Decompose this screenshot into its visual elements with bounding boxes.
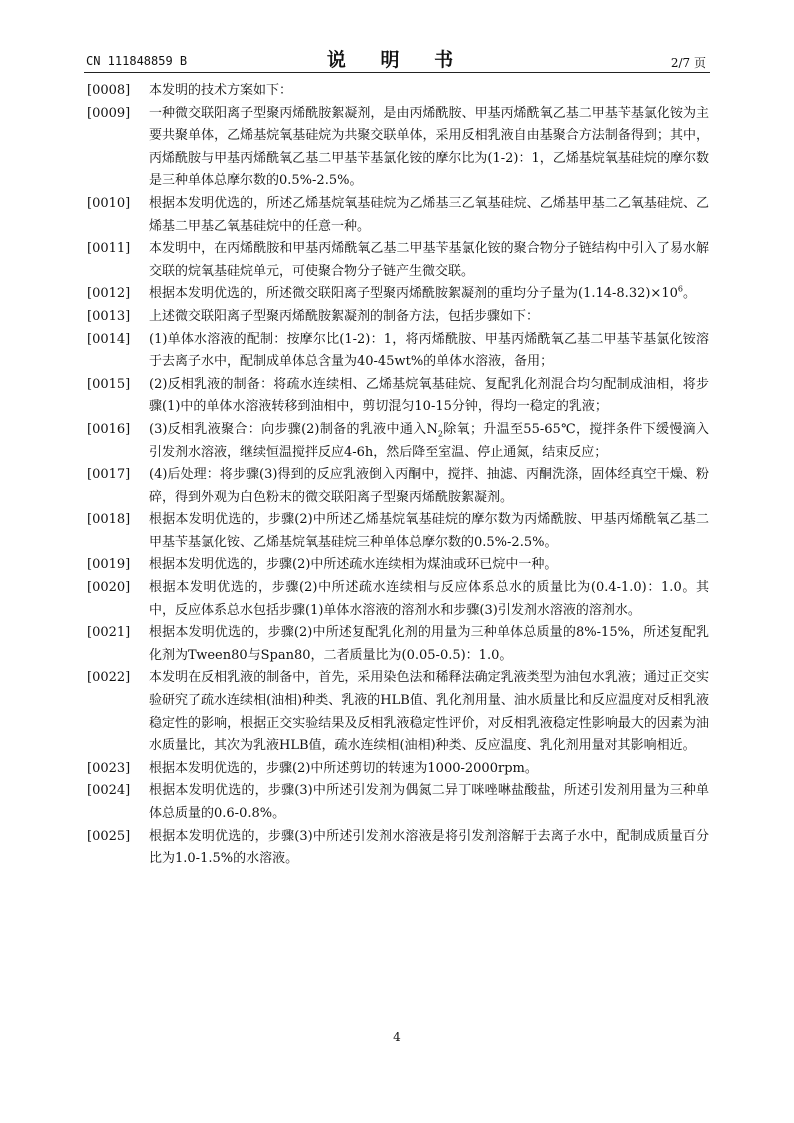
- paragraph-text-main: 根据本发明优选的，步骤(2)中所述剪切的转速为1000-2000rpm。: [149, 760, 538, 776]
- paragraph-text-tail: 。: [682, 286, 696, 302]
- paragraph-text: [149, 780, 709, 825]
- paragraph-number: [0021]: [87, 625, 131, 641]
- paragraph: [87, 577, 709, 622]
- paragraph-number: [0023]: [87, 760, 131, 776]
- paragraph: [87, 554, 709, 577]
- paragraph-text: [149, 464, 709, 509]
- paragraph: [87, 758, 709, 781]
- paragraph-number: [0015]: [87, 376, 131, 392]
- paragraph-text: [149, 283, 709, 306]
- paragraph: [87, 419, 709, 464]
- paragraph-text: [149, 329, 709, 374]
- paragraph-text: [149, 577, 709, 622]
- paragraph-number: [0008]: [87, 83, 131, 98]
- paragraph-text-main: 根据本发明优选的，步骤(3)中所述引发剂为偶氮二异丁咪唑啉盐酸盐，所述引发剂用量为三种单体总质量的0.6-0.8%。: [149, 783, 709, 821]
- paragraph-number: [0011]: [87, 241, 131, 257]
- paragraph-text-main: 根据本发明优选的，步骤(3)中所述引发剂水溶液是将引发剂溶解于去离子水中，配制成质量百分比为1.0-1.5%的水溶液。: [149, 828, 709, 867]
- paragraph: [87, 826, 709, 871]
- document-body: [87, 80, 709, 871]
- paragraph-text: [149, 667, 709, 757]
- paragraph-text: [149, 80, 709, 103]
- paragraph-number: [0019]: [87, 557, 131, 573]
- paragraph-text: [149, 306, 709, 329]
- paragraph-text-main: 上述微交联阳离子型聚丙烯酰胺絮凝剂的制备方法，包括步骤如下：: [149, 308, 540, 324]
- paragraph-text-main: 本发明中，在丙烯酰胺和甲基丙烯酰氧乙基二甲基苄基氯化铵的聚合物分子链结构中引入了易水解交联的烷氧基硅烷单元，可使聚合物分子链产生微交联。: [149, 241, 709, 279]
- paragraph-text-main: (2)反相乳液的制备：将疏水连续相、乙烯基烷氧基硅烷、复配乳化剂混合均匀配制成油相，将步骤(1)中的单体水溶液转移到油相中，剪切混匀10-15分钟，得均一稳定的乳液；: [149, 376, 709, 415]
- paragraph-text-main: 根据本发明优选的，步骤(2)中所述乙烯基烷氧基硅烷的摩尔数为丙烯酰胺、甲基丙烯酰氧乙基二甲基苄基氯化铵、乙烯基烷氧基硅烷三种单体总摩尔数的0.5%-2.5%。: [149, 512, 709, 550]
- paragraph-text-main: 根据本发明优选的，步骤(2)中所述疏水连续相与反应体系总水的质量比为(0.4-1.0)：1.0。其中，反应体系总水包括步骤(1)单体水溶液的溶剂水和步骤(3)引发剂水溶液的溶剂水。: [149, 580, 709, 618]
- paragraph-number: [0010]: [87, 195, 131, 211]
- paragraph-text: [149, 419, 709, 464]
- header-divider: [84, 72, 710, 73]
- paragraph-number: [0016]: [87, 421, 131, 437]
- paragraph-number: [0014]: [87, 331, 131, 347]
- paragraph-text: [149, 193, 709, 238]
- paragraph: [87, 306, 709, 329]
- paragraph: [87, 80, 709, 103]
- paragraph-number: [0022]: [87, 670, 131, 686]
- paragraph-text-main: 根据本发明优选的，步骤(2)中所述复配乳化剂的用量为三种单体总质量的8%-15%，所述复配乳化剂为Tween80与Span80，二者质量比为(0.05-0.5)：1.0。: [149, 625, 709, 663]
- paragraph: [87, 622, 709, 667]
- paragraph: [87, 780, 709, 825]
- page-number: 4: [393, 1030, 401, 1044]
- document-title: 说 明 书: [326, 49, 468, 71]
- paragraph-number: [0013]: [87, 308, 131, 324]
- paragraph-number: [0009]: [87, 105, 131, 121]
- paragraph-text-main: 根据本发明优选的，所述微交联阳离子型聚丙烯酰胺絮凝剂的重均分子量为(1.14-8.32)×10: [149, 286, 678, 302]
- paragraph: [87, 464, 709, 509]
- subscript: 2: [437, 429, 443, 439]
- paragraph-text-main: 根据本发明优选的，所述乙烯基烷氧基硅烷为乙烯基三乙氧基硅烷、乙烯基甲基二乙氧基硅烷、乙烯基二甲基乙氧基硅烷中的任意一种。: [149, 195, 709, 234]
- paragraph: [87, 374, 709, 419]
- paragraph: [87, 103, 709, 193]
- paragraph-text: [149, 826, 709, 871]
- paragraph-text-main: (1)单体水溶液的配制：按摩尔比(1-2)：1，将丙烯酰胺、甲基丙烯酰氧乙基二甲基苄基氯化铵溶于去离子水中，配制成单体总含量为40-45wt%的单体水溶液，备用；: [149, 331, 709, 370]
- paragraph-text: [149, 554, 709, 577]
- patent-number: CN 111848859 B: [86, 54, 188, 68]
- paragraph-text: [149, 509, 709, 554]
- paragraph: [87, 509, 709, 554]
- paragraph: [87, 193, 709, 238]
- paragraph-number: [0024]: [87, 783, 131, 799]
- paragraph-text-main: (3)反相乳液聚合：向步骤(2)制备的乳液中通入N: [149, 421, 438, 437]
- paragraph-text: [149, 374, 709, 419]
- paragraph-text-tail: 除氧；升温至55-65℃，搅拌条件下缓慢滴入引发剂水溶液，继续恒温搅拌反应4-6h，然后降至室温、停止通氮，结束反应；: [149, 421, 709, 460]
- paragraph: [87, 329, 709, 374]
- paragraph: [87, 238, 709, 283]
- paragraph-number: [0020]: [87, 580, 131, 596]
- page-of-total: 2/7 页: [670, 56, 706, 70]
- paragraph-number: [0017]: [87, 467, 131, 483]
- paragraph-number: [0025]: [87, 828, 131, 844]
- paragraph-text-main: 根据本发明优选的，步骤(2)中所述疏水连续相为煤油或环已烷中一种。: [149, 557, 558, 573]
- paragraph: [87, 667, 709, 757]
- paragraph-text: [149, 622, 709, 667]
- page-header: [84, 44, 710, 70]
- paragraph: [87, 283, 709, 306]
- paragraph-number: [0018]: [87, 512, 131, 528]
- paragraph-text-main: 一种微交联阳离子型聚丙烯酰胺絮凝剂，是由丙烯酰胺、甲基丙烯酰氧乙基二甲基苄基氯化铵为主要共聚单体，乙烯基烷氧基硅烷为共聚交联单体，采用反相乳液自由基聚合方法制备得到；其中，丙烯酰胺与甲基丙烯酰氧乙基二甲基苄基氯化铵的摩尔比为(1-2)：1，乙烯基烷氧基硅烷的摩尔数是三种单体总摩尔数的0.5%-2.5%。: [149, 105, 709, 189]
- paragraph-text-main: (4)后处理：将步骤(3)得到的反应乳液倒入丙酮中，搅拌、抽滤、丙酮洗涤，固体经真空干燥、粉碎，得到外观为白色粉末的微交联阳离子型聚丙烯酰胺絮凝剂。: [149, 467, 709, 505]
- paragraph-number: [0012]: [87, 286, 131, 302]
- paragraph-text-main: 本发明在反相乳液的制备中，首先，采用染色法和稀释法确定乳液类型为油包水乳液；通过正交实验研究了疏水连续相(油相)种类、乳液的HLB值、乳化剂用量、油水质量比和反应温度对反相乳液稳定性的影响，根据正交实验结果及反相乳液稳定性评价，对反相乳液稳定性影响最大的因素为油水质量比，其次为乳液HLB值，疏水连续相(油相)种类、反应温度、乳化剂用量对其影响相近。: [149, 670, 709, 754]
- paragraph-text: [149, 238, 709, 283]
- paragraph-text-main: 本发明的技术方案如下：: [149, 83, 293, 98]
- superscript: 6: [677, 285, 683, 295]
- paragraph-text: [149, 103, 709, 193]
- paragraph-text: [149, 758, 709, 781]
